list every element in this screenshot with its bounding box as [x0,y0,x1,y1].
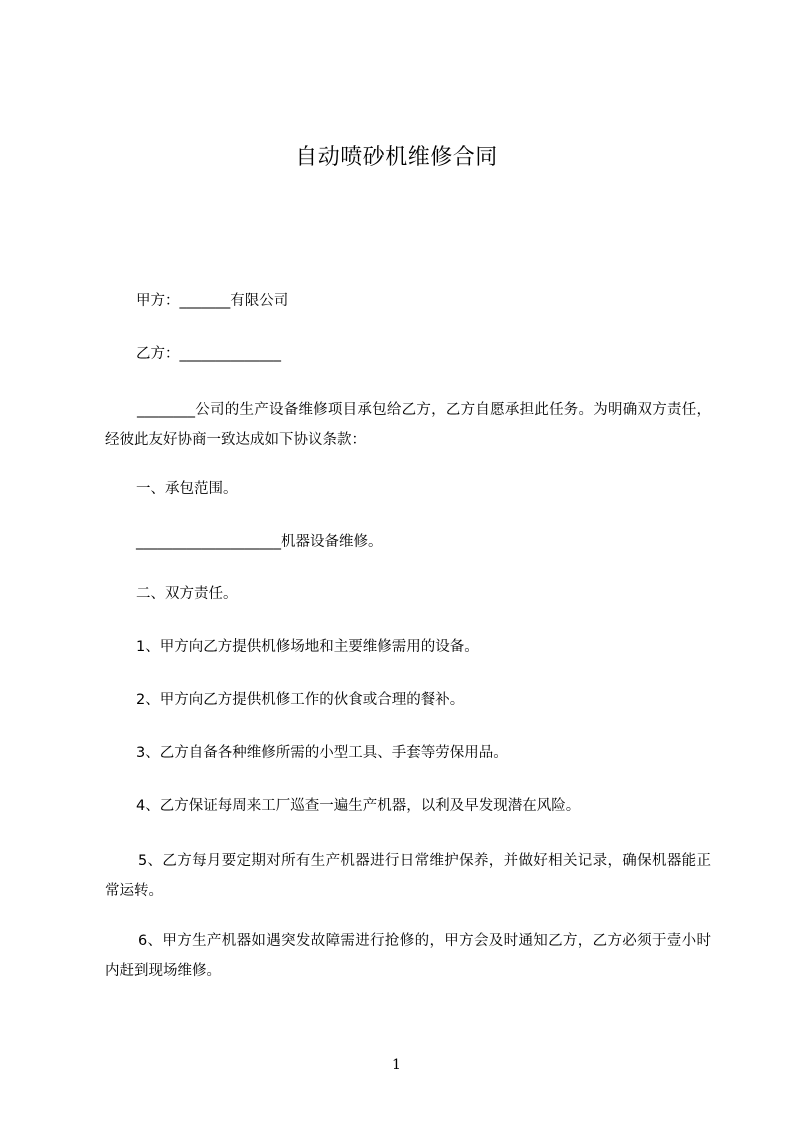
clause-item-6 [105,926,711,986]
intro-paragraph [105,395,711,455]
clause-item-1: 1、甲方向乙方提供机修场地和主要维修需用的设备。 [136,639,479,655]
clause-item-2: 2、甲方向乙方提供机修工作的伙食或合理的餐补。 [136,692,465,708]
page-number: 1 [392,1057,401,1073]
section-2-heading: 二、双方责任。 [136,586,238,602]
party-a-line: 甲方：_______有限公司 [136,293,289,309]
section-1-heading: 一、承包范围。 [136,481,238,497]
clause-item-5 [105,846,711,906]
clause-item-3: 3、乙方自备各种维修所需的小型工具、手套等劳保用品。 [136,745,508,761]
party-b-line: 乙方：______________ [136,346,281,362]
intro-text: ________公司的生产设备维修项目承包给乙方，乙方自愿承担此任务。为明确双方责任，经彼此友好协商一致达成如下协议条款： [105,402,711,448]
section-1-item: ____________________机器设备维修。 [136,534,383,550]
clause-item-5-text: 5、乙方每月要定期对所有生产机器进行日常维护保养，并做好相关记录，确保机器能正常运转。 [105,853,711,899]
clause-item-4: 4、乙方保证每周来工厂巡查一遍生产机器，以利及早发现潜在风险。 [136,798,581,814]
clause-item-6-text: 6、甲方生产机器如遇突发故障需进行抢修的，甲方会及时通知乙方，乙方必须于壹小时内赶到现场维修。 [105,933,711,979]
document-title: 自动喷砂机维修合同 [295,145,498,170]
